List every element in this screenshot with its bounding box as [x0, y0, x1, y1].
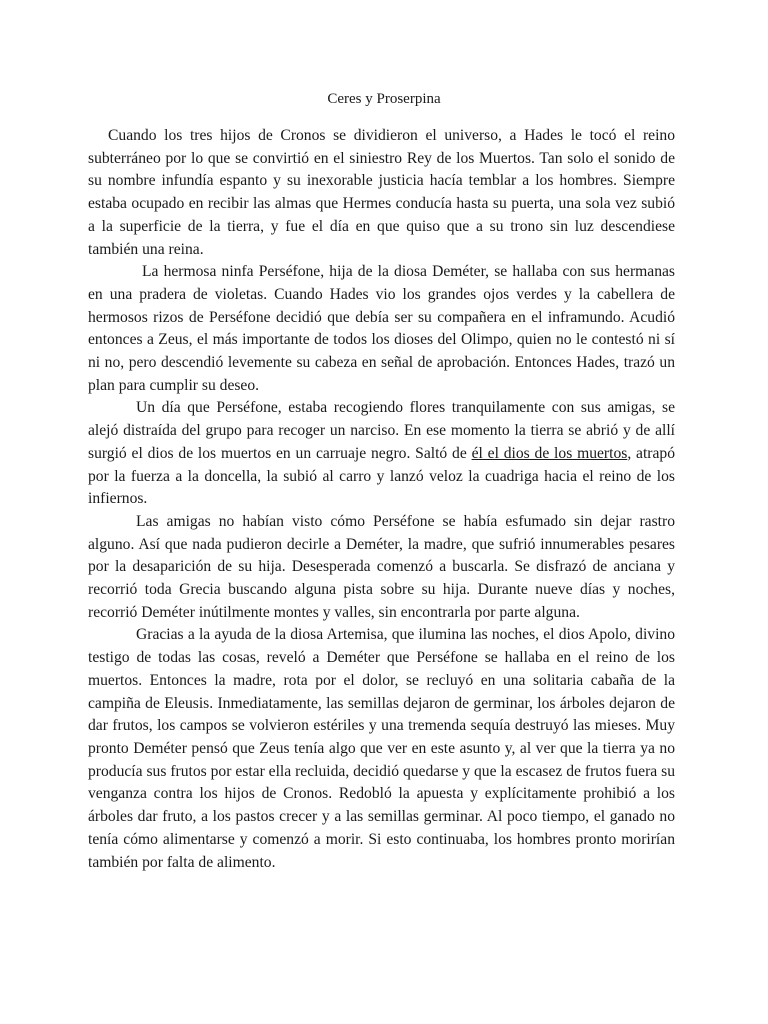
paragraph-5: Gracias a la ayuda de la diosa Artemisa, que ilumina las noches, el dios Apolo, divino testigo de todas las cosas, reveló a Deméter que Perséfone se hallaba en el reino de los muertos. Entonces la madre, rota por el dolor, se recluyó en una solitaria cabaña de la campiña de Eleusis. Inmediatamente, las semillas dejaron de germinar, los árboles dejaron de dar frutos, los campos se volvieron estériles y una tremenda sequía destruyó las mieses. Muy pronto Deméter pensó que Zeus tenía algo que ver en este asunto y, al ver que la tierra ya no producía sus frutos por estar ella recluida, decidió quedarse y que la escasez de frutos fuera su venganza contra los hijos de Cronos. Redobló la apuesta y explícitamente prohibió a los árboles dar fruto, a los pastos crecer y a las semillas germinar. Al poco tiempo, el ganado no tenía cómo alimentarse y comenzó a morir. Si esto continuaba, los hombres pronto morirían también por falta de alimento. — [88, 626, 675, 871]
paragraph-1: Cuando los tres hijos de Cronos se dividieron el universo, a Hades le tocó el reino subterráneo por lo que se convirtió en el siniestro Rey de los Muertos. Tan solo el sonido de su nombre infundía espanto y su inexorable justicia hacía temblar a los hombres. Siempre estaba ocupado en recibir las almas que Hermes conducía hasta su puerta, una sola vez subió a la superficie de la tierra, y fue el día en que quiso que a su trono sin luz descendiese también una reina. — [88, 127, 675, 258]
dios-de-los-muertos-link[interactable]: él el dios de los muertos — [471, 444, 628, 462]
paragraph-4: Las amigas no habían visto cómo Perséfone se había esfumado sin dejar rastro alguno. Así que nada pudieron decirle a Deméter, la madre, que sufrió innumerables pesares por la desaparición de su hija. Desesperada comenzó a buscarla. Se disfrazó de anciana y recorrió toda Grecia buscando alguna pista sobre su hija. Durante nueve días y noches, recorrió Deméter inútilmente montes y valles, sin encontrarla por parte alguna. — [88, 512, 675, 621]
paragraph-2: La hermosa ninfa Perséfone, hija de la diosa Deméter, se hallaba con sus hermanas en una pradera de violetas. Cuando Hades vio los grandes ojos verdes y la cabellera de hermosos rizos de Perséfone decidió que debía ser su compañera en el inframundo. Acudió entonces a Zeus, el más importante de todos los dioses del Olimpo, quien no le contestó ni sí ni no, pero descendió levemente su cabeza en señal de aprobación. Entonces Hades, trazó un plan para cumplir su deseo. — [88, 263, 675, 394]
paragraph-3-text-before: Un día que Perséfone, estaba recogiendo flores tranquilamente con sus amigas, se alejó distraída del grupo para recoger un narciso. En ese momento la tierra se abrió y de allí surgió el dios de los muertos en un carruaje negro. Saltó de — [88, 399, 675, 462]
paragraph-3 — [88, 397, 675, 511]
paragraph-3-text-after: , atrapó por la fuerza a la doncella, la subió al carro y lanzó veloz la cuadriga hacia el reino de los infiernos. — [88, 444, 675, 508]
document-body — [88, 125, 675, 874]
document-title: Ceres y Proserpina — [327, 91, 441, 107]
